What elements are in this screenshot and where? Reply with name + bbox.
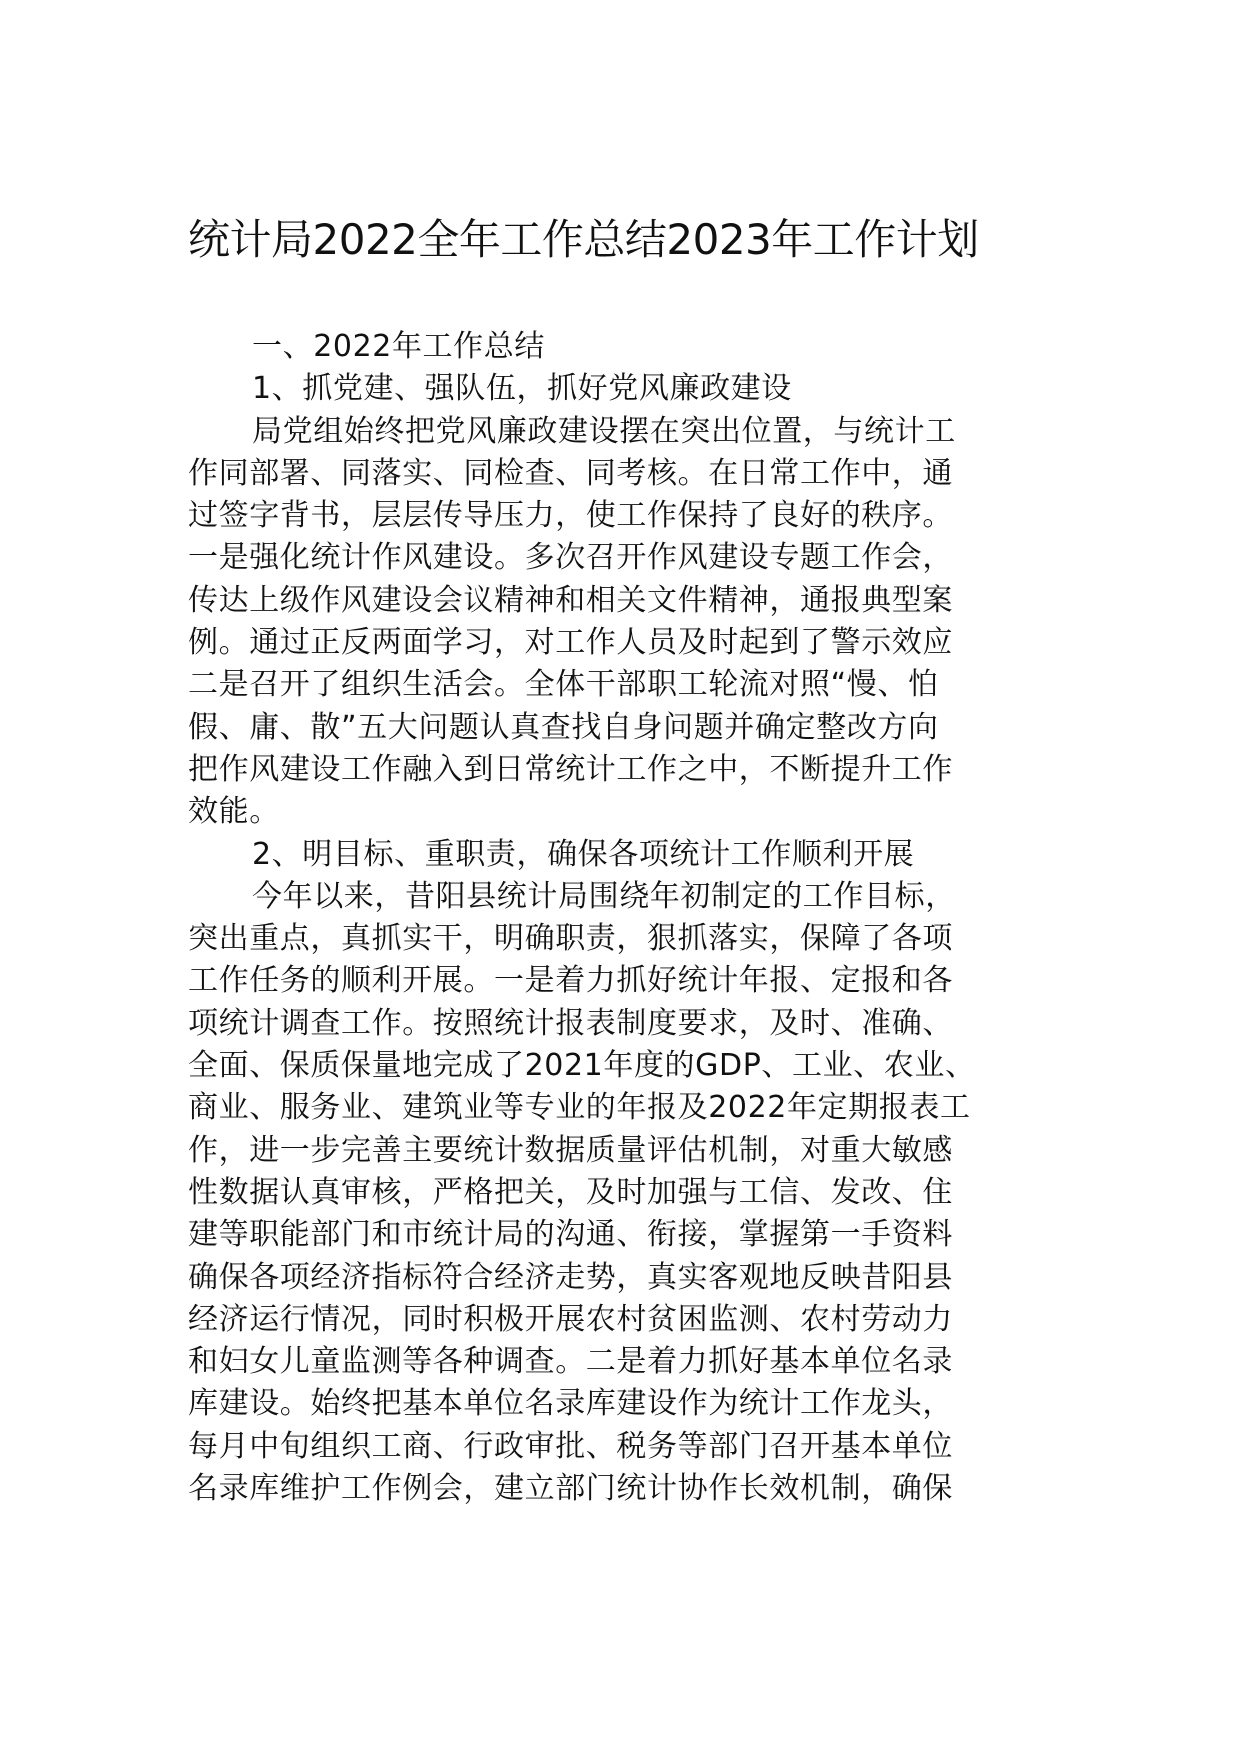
paragraph-line: 把作风建设工作融入到日常统计工作之中，不断提升工作	[188, 751, 953, 787]
document-body	[188, 326, 1068, 1510]
paragraph-line: 经济运行情况，同时积极开展农村贫困监测、农村劳动力	[188, 1301, 953, 1337]
paragraph-line: 建等职能部门和市统计局的沟通、衔接，掌握第一手资料	[188, 1217, 953, 1253]
paragraph-line: 局党组始终把党风廉政建设摆在突出位置，与统计工	[252, 413, 956, 449]
paragraph-line: 确保各项经济指标符合经济走势，真实客观地反映昔阳县	[188, 1259, 953, 1295]
subsection-heading-party-building: 1、抓党建、强队伍，抓好党风廉政建设	[252, 371, 792, 407]
paragraph-line: 商业、服务业、建筑业等专业的年报及2022年定期报表工	[188, 1090, 971, 1126]
paragraph-line: 作同部署、同落实、同检查、同考核。在日常工作中，通	[188, 455, 953, 491]
section-heading-2022-summary: 一、2022年工作总结	[252, 329, 545, 364]
subsection-heading-goals-duties: 2、明目标、重职责，确保各项统计工作顺利开展	[252, 836, 915, 872]
paragraph-line: 工作任务的顺利开展。一是着力抓好统计年报、定报和各	[188, 963, 953, 999]
paragraph-line: 性数据认真审核，严格把关，及时加强与工信、发改、住	[188, 1174, 953, 1210]
paragraph-line: 全面、保质保量地完成了2021年度的GDP、工业、农业、	[188, 1048, 976, 1084]
paragraph-line: 和妇女儿童监测等各种调查。二是着力抓好基本单位名录	[188, 1344, 953, 1380]
document-title: 统计局2022全年工作总结2023年工作计划	[188, 215, 979, 264]
paragraph-line: 项统计调查工作。按照统计报表制度要求，及时、准确、	[188, 1005, 953, 1041]
paragraph-line: 二是召开了组织生活会。全体干部职工轮流对照“慢、怕	[188, 667, 939, 703]
paragraph-line: 突出重点，真抓实干，明确职责，狠抓落实，保障了各项	[188, 921, 953, 957]
paragraph-line: 假、庸、散”五大问题认真查找自身问题并确定整改方向	[188, 709, 939, 745]
paragraph-line: 一是强化统计作风建设。多次召开作风建设专题工作会，	[188, 540, 953, 576]
paragraph-line: 作，进一步完善主要统计数据质量评估机制，对重大敏感	[188, 1132, 953, 1168]
paragraph-line: 库建设。始终把基本单位名录库建设作为统计工作龙头，	[188, 1386, 953, 1422]
paragraph-line: 今年以来，昔阳县统计局围绕年初制定的工作目标，	[252, 878, 956, 914]
paragraph-line: 过签字背书，层层传导压力，使工作保持了良好的秩序。	[188, 498, 953, 534]
paragraph-line: 效能。	[188, 794, 280, 830]
paragraph-line: 每月中旬组织工商、行政审批、税务等部门召开基本单位	[188, 1428, 953, 1464]
paragraph-line: 名录库维护工作例会，建立部门统计协作长效机制，确保	[188, 1471, 953, 1507]
paragraph-line: 例。通过正反两面学习，对工作人员及时起到了警示效应	[188, 625, 953, 661]
paragraph-line: 传达上级作风建设会议精神和相关文件精神，通报典型案	[188, 582, 953, 618]
